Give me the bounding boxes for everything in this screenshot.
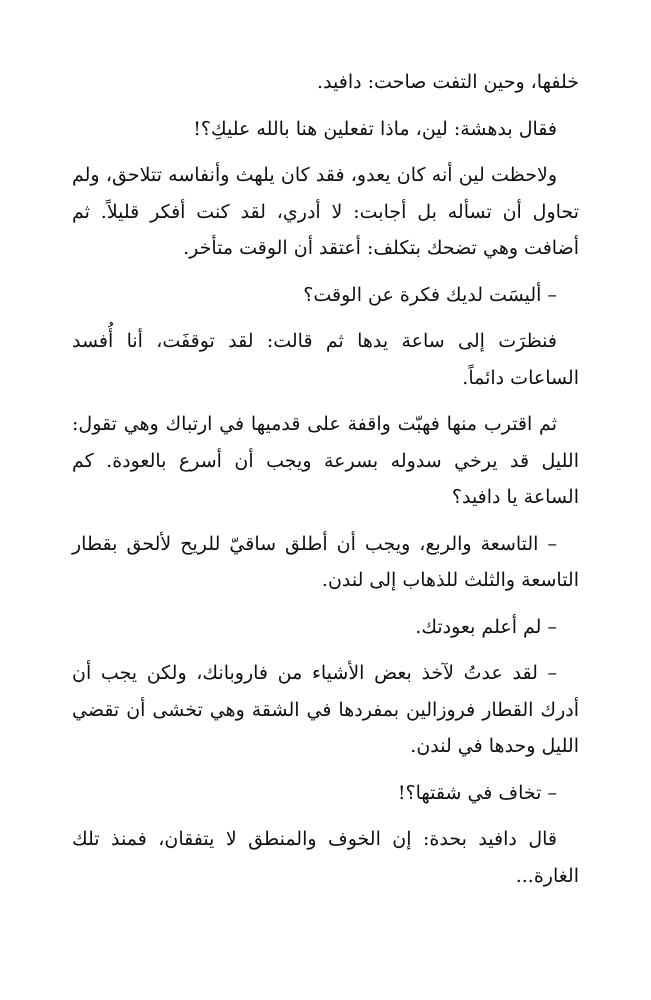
paragraph: فنظرَت إلى ساعة يدها ثم قالت: لقد توقفَت، أنا أُفسد الساعات دائماً.	[72, 330, 579, 389]
paragraph: – أليسَت لديك فكرة عن الوقت؟	[303, 283, 557, 306]
paragraph: – التاسعة والربع، ويجب أن أطلق ساقيّ للريح لألحق بقطار التاسعة والثلث للذهاب إلى لندن.	[72, 532, 579, 591]
paragraph: قال دافيد بحدة: إن الخوف والمنطق لا يتفقان، فمنذ تلك الغارة...	[72, 828, 579, 887]
paragraph: خلفها، وحين التفت صاحت: دافيد.	[317, 71, 579, 93]
paragraph: – تخاف في شقتها؟!	[397, 781, 557, 804]
body-text	[72, 64, 579, 904]
paragraph: – لم أعلم بعودتك.	[415, 615, 557, 638]
paragraph: فقال بدهشة: لين، ماذا تفعلين هنا بالله عليكِ؟!	[193, 117, 557, 140]
paragraph: – لقد عدتُ لآخذ بعض الأشياء من فاروبانك، ولكن يجب أن أدرك القطار فروزالين بمفردها في الشقة وهي تخشى أن تقضي الليل وحدها في لندن.	[72, 662, 579, 757]
paragraph: ولاحظت لين أنه كان يعدو، فقد كان يلهث وأنفاسه تتلاحق، ولم تحاول أن تسأله بل أجابت: لا أدري، لقد كنت أفكر قليلاً. ثم أضافت وهي تضحك بتكلف: أعتقد أن الوقت متأخر.	[72, 164, 579, 259]
paragraph: ثم اقترب منها فهبّت واقفة على قدميها في ارتباك وهي تقول: الليل قد يرخي سدوله بسرعة ويجب أن أسرع بالعودة. كم الساعة يا دافيد؟	[72, 413, 579, 508]
